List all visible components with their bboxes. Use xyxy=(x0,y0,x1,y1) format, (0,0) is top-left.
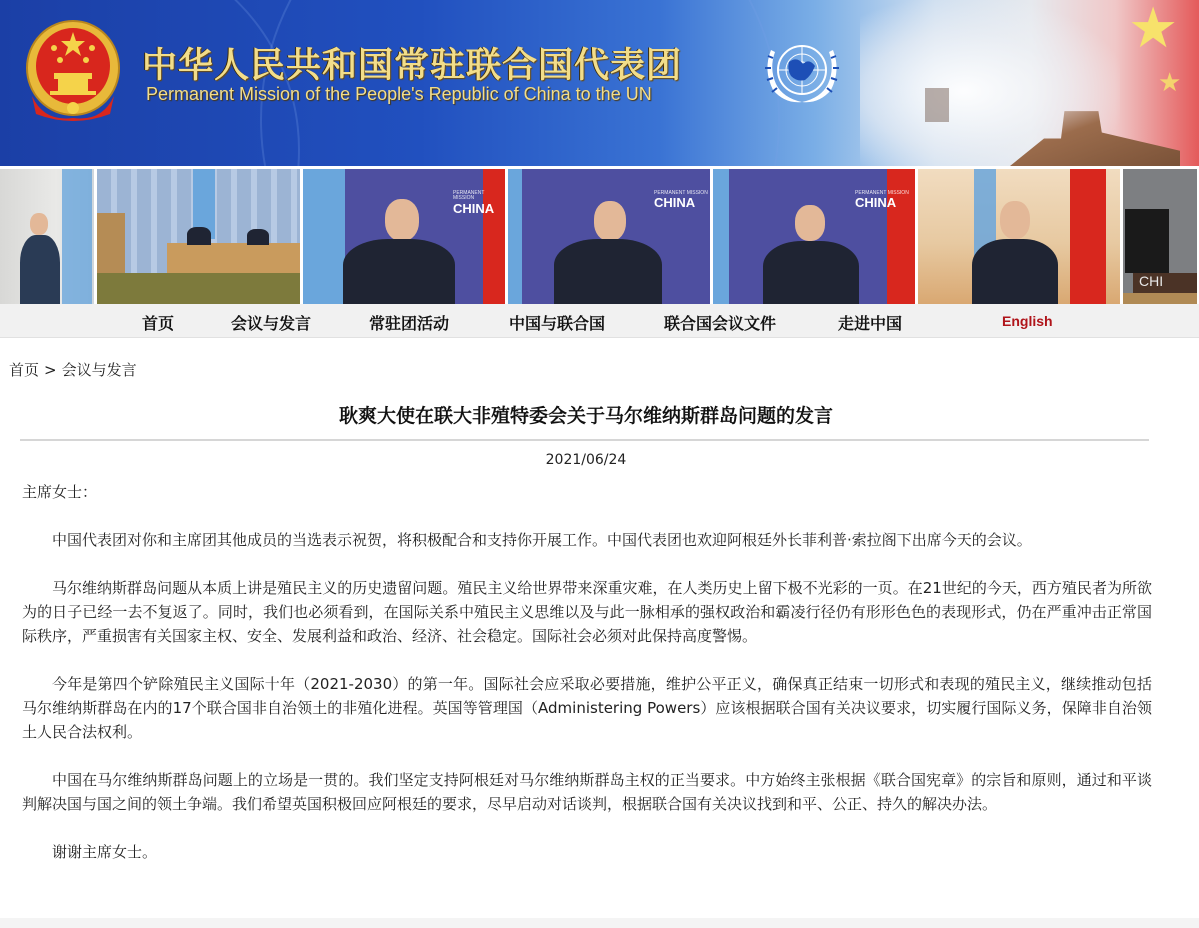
breadcrumb-separator: > xyxy=(44,361,57,379)
breadcrumb xyxy=(9,359,137,380)
person-image xyxy=(1000,201,1030,239)
breadcrumb-current[interactable]: 会议与发言 xyxy=(61,361,137,379)
person-image xyxy=(795,205,825,241)
photo-strip xyxy=(0,166,1199,304)
person-image xyxy=(554,239,662,304)
photo-ambassador-video-2[interactable] xyxy=(508,169,710,304)
flag-star-icon: ★ xyxy=(1158,68,1182,98)
un-flag-image xyxy=(303,169,345,304)
photo-ambassador-video-1[interactable] xyxy=(303,169,505,304)
photo-press-briefing[interactable] xyxy=(97,169,300,304)
audience-image xyxy=(97,273,300,304)
person-image xyxy=(30,213,48,235)
article-paragraph: 马尔维纳斯群岛问题从本质上讲是殖民主义的历史遗留问题。殖民主义给世界带来深重灾难，在人类历史上留下极不光彩的一页。在21世纪的今天，西方殖民者为所欲为的日子已经一去不复返了。同时，我们也必须看到，在国际关系中殖民主义思维以及与此一脉相承的强权政治和霸凌行径仍有形形色色的表现形式，仍在严重冲击正常国际秩序，严重损害有关国家主权、安全、发展利益和政治、经济、社会稳定。国际社会必须对此保持高度警惕。 xyxy=(22,579,1152,645)
person-image xyxy=(385,199,419,241)
article-title: 耿爽大使在联大非殖特委会关于马尔维纳斯群岛问题的发言 xyxy=(338,405,833,427)
china-flag-image xyxy=(1070,169,1106,304)
nav-item-mission-activities[interactable]: 常驻团活动 xyxy=(369,314,450,333)
person-image xyxy=(247,229,269,245)
china-label: PERMANENT MISSION CHINA xyxy=(855,190,909,211)
flag-star-icon: ★ xyxy=(1128,0,1179,61)
banner-title-chinese: 中华人民共和国常驻联合国代表团 xyxy=(142,45,683,86)
china-label: PERMANENT MISSION CHINA xyxy=(453,190,495,216)
monitor-image xyxy=(1125,209,1169,273)
breadcrumb-home[interactable]: 首页 xyxy=(9,361,40,379)
main-nav xyxy=(0,304,1199,338)
photo-un-secretary-general[interactable] xyxy=(0,169,94,304)
footer-strip xyxy=(0,918,1199,928)
nameplate: CHI xyxy=(1133,273,1197,293)
person-image xyxy=(187,227,211,245)
podium-image xyxy=(97,213,125,273)
great-wall-tower-image xyxy=(925,88,949,122)
person-image xyxy=(763,241,859,304)
person-image xyxy=(972,239,1058,304)
article-body xyxy=(22,480,1152,888)
article-paragraph: 中国代表团对你和主席团其他成员的当选表示祝贺，将积极配合和支持你开展工作。中国代表团也欢迎阿根廷外长菲利普·索拉阁下出席今天的会议。 xyxy=(52,531,1032,549)
banner-title-english: Permanent Mission of the People's Republic of China to the UN xyxy=(146,84,652,104)
china-flag-image xyxy=(483,169,505,304)
article-paragraph: 今年是第四个铲除殖民主义国际十年（2021-2030）的第一年。国际社会应采取必要措施，维护公平正义，确保真正结束一切形式和表现的殖民主义，继续推动包括马尔维纳斯群岛在内的17个联合国非自治领土的非殖化进程。英国等管理国（Administering Powers）应该根据联合国有关决议要求，切实履行国际义务，保障非自治领土人民合法权利。 xyxy=(22,675,1152,741)
photo-ambassador-office[interactable] xyxy=(918,169,1120,304)
title-divider xyxy=(20,439,1149,441)
un-flag-image xyxy=(713,169,729,304)
un-flag-image xyxy=(508,169,522,304)
article-salutation: 主席女士： xyxy=(22,483,98,501)
article-date: 2021/06/24 xyxy=(545,452,627,468)
desk-image xyxy=(1123,293,1197,304)
site-banner xyxy=(0,0,1199,166)
photo-ambassador-video-3[interactable] xyxy=(713,169,915,304)
un-emblem-icon xyxy=(757,36,847,110)
national-emblem-icon xyxy=(24,18,122,124)
desk-image xyxy=(167,243,300,273)
un-flag-image xyxy=(62,169,92,304)
article-closing: 谢谢主席女士。 xyxy=(52,843,158,861)
nav-item-home[interactable]: 首页 xyxy=(142,314,175,333)
nav-item-about-china[interactable]: 走进中国 xyxy=(838,314,903,333)
article-paragraph: 中国在马尔维纳斯群岛问题上的立场是一贯的。我们坚定支持阿根廷对马尔维纳斯群岛主权的正当要求。中方始终主张根据《联合国宪章》的宗旨和原则，通过和平谈判解决国与国之间的领土争端。我们希望英国积极回应阿根廷的要求，尽早启动对话谈判，根据联合国有关决议找到和平、公正、持久的解决办法。 xyxy=(22,771,1152,813)
nav-item-meetings-speeches[interactable]: 会议与发言 xyxy=(231,314,312,333)
photo-security-council-seat[interactable] xyxy=(1123,169,1197,304)
nav-item-un-documents[interactable]: 联合国会议文件 xyxy=(664,314,777,333)
person-image xyxy=(20,235,60,304)
nav-item-china-and-un[interactable]: 中国与联合国 xyxy=(509,314,606,333)
person-image xyxy=(343,239,455,304)
nav-item-english[interactable]: English xyxy=(1002,313,1053,329)
person-image xyxy=(594,201,626,241)
china-label: PERMANENT MISSION CHINA xyxy=(654,190,708,211)
